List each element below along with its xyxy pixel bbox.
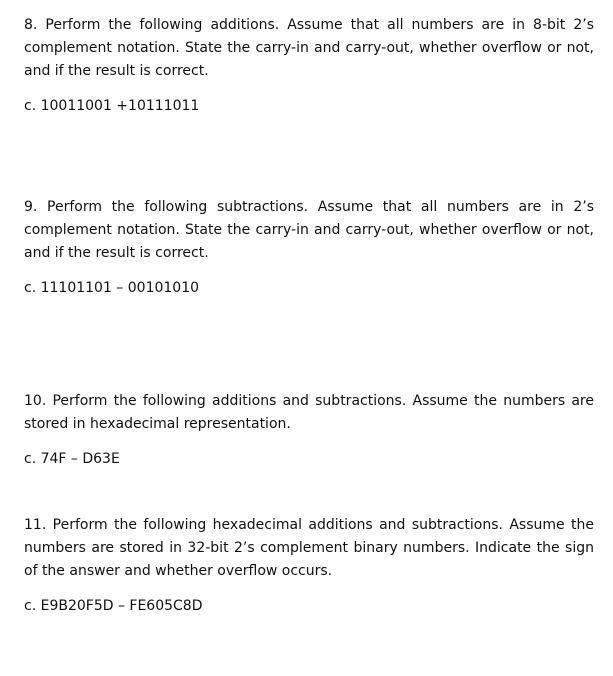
question-11: [24, 514, 594, 616]
question-10: [24, 390, 594, 469]
question-9-prompt: 9. Perform the following subtractions. Assume that all numbers are in 2’s complement notation. State the carry-in and carry-out, whether overflow or not, and if the result is correct.: [24, 199, 594, 261]
question-10-prompt: 10. Perform the following additions and subtractions. Assume the numbers are stored in hexadecimal representation.: [24, 393, 594, 432]
question-11-prompt: 11. Perform the following hexadecimal additions and subtractions. Assume the numbers are stored in 32-bit 2’s complement binary numbers. Indicate the sign of the answer and whether overflow occurs.: [24, 517, 594, 579]
question-8: [24, 14, 594, 116]
question-9: [24, 196, 594, 298]
question-9-part-c: c. 11101101 – 00101010: [24, 280, 200, 296]
question-10-part-c: c. 74F – D63E: [24, 451, 120, 467]
question-8-part-c: c. 10011001 +10111011: [24, 98, 200, 114]
question-11-part-c: c. E9B20F5D – FE605C8D: [24, 598, 203, 614]
question-8-prompt: 8. Perform the following additions. Assume that all numbers are in 8-bit 2’s complement notation. State the carry-in and carry-out, whether overflow or not, and if the result is correct.: [24, 17, 594, 79]
